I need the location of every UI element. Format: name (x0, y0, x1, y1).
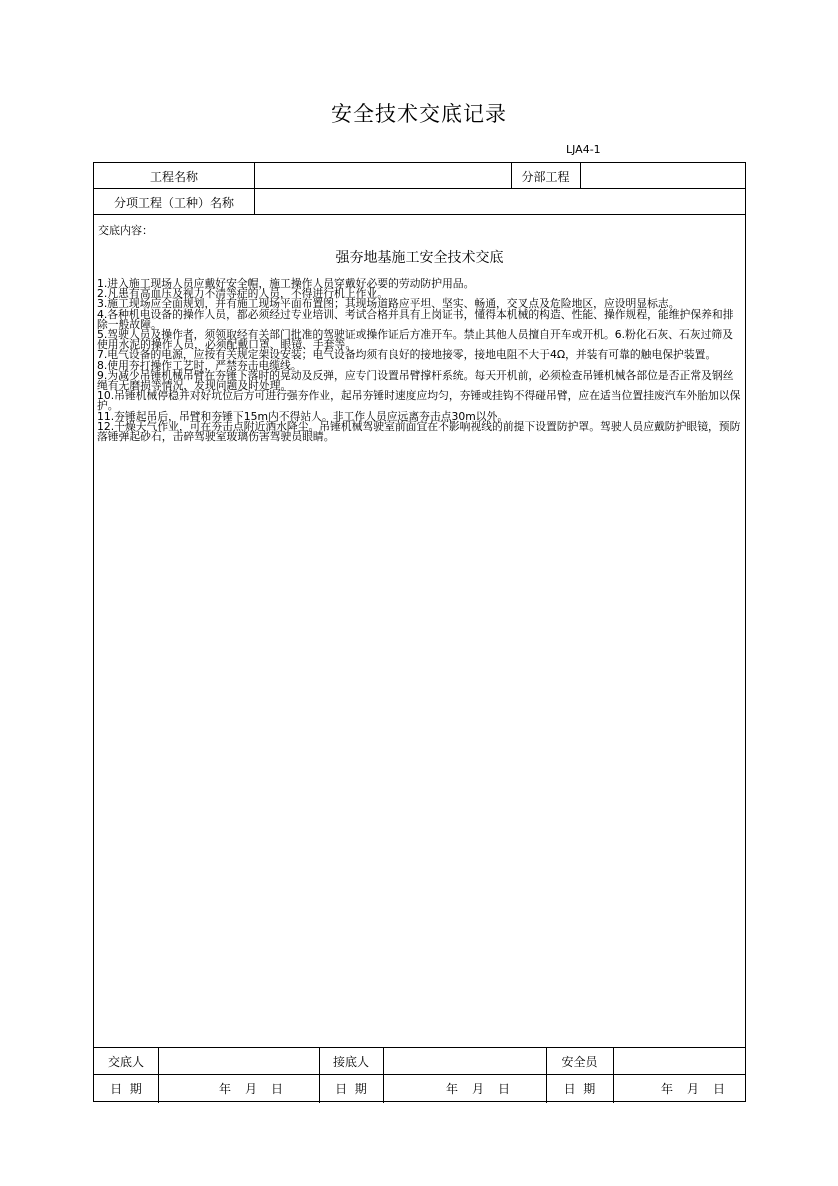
project-name-label: 工程名称 (149, 170, 198, 184)
list-item: 4.各种机电设备的操作人员，都必须经过专业培训、考试合格并具有上岗证书，懂得本机械的构造、性能、操作规程，能维护保养和排除一般故障。 (97, 307, 734, 331)
date-label: 日 期 (335, 1082, 367, 1096)
date-day: 日 (713, 1082, 726, 1096)
list-item: 7.电气设备的电源，应按有关规定架设安装；电气设备均须有良好的接地接零，接地电阻不大于4Ω，并装有可靠的触电保护装置。 (97, 348, 717, 362)
row-divider (94, 1047, 745, 1048)
list-item: 10.吊锤机械停稳并对好坑位后方可进行强夯作业，起吊夯锤时速度应均匀，夯锤或挂钩不得碰吊臂，应在适当位置挂废汽车外胎加以保护。 (97, 389, 741, 413)
date-day: 日 (498, 1082, 511, 1096)
list-item: 2.凡患有高血压及视力不清等症的人员，不得进行机上作业。 (97, 287, 389, 301)
safety-officer-label: 安全员 (561, 1055, 598, 1069)
list-item: 5.驾驶人员及操作者，须领取经有关部门批准的驾驶证或操作证后方准开车。禁止其他人员擅自开车或开机。6.粉化石灰、石灰过筛及使用水泥的操作人员，必须配戴口罩、眼镜、手套等。 (97, 328, 734, 352)
content-label: 交底内容： (98, 224, 153, 237)
content-subtitle: 强夯地基施工安全技术交底 (335, 250, 504, 266)
col-divider (580, 163, 581, 188)
date-day: 日 (271, 1082, 284, 1096)
date-label: 日 期 (563, 1082, 596, 1096)
form-code: LJA4-1 (566, 143, 601, 156)
receiver-label: 接底人 (332, 1055, 369, 1069)
date-year: 年 (661, 1082, 674, 1096)
list-item: 8.使用夯打操作工艺时，严禁夯击电缆线。 (97, 358, 302, 372)
date-year: 年 (219, 1082, 232, 1096)
row-divider (94, 188, 745, 189)
subitem-label: 分项工程（工种）名称 (113, 196, 234, 210)
disclosure-items (97, 279, 743, 442)
date-month: 月 (472, 1082, 485, 1096)
col-divider (254, 163, 255, 214)
date-label: 日 期 (110, 1082, 142, 1096)
discloser-label: 交底人 (107, 1055, 144, 1069)
list-item: 9.为减少吊锤机械吊臂在夯锤下落时的晃动及反弹，应专门设置吊臂撑杆系统。每天开机前，必须检查吊锤机械各部位是否正常及钢丝绳有无磨损等情况，发现问题及时处理。 (97, 368, 734, 393)
form-table (93, 162, 746, 1102)
date-month: 月 (245, 1082, 258, 1096)
row-divider (94, 214, 745, 215)
division-label: 分部工程 (521, 170, 570, 184)
list-item: 1.进入施工现场人员应戴好安全帽，施工操作人员穿戴好必要的劳动防护用品。 (97, 277, 475, 290)
row-divider (94, 1074, 745, 1075)
col-divider (383, 1047, 384, 1103)
date-year: 年 (446, 1082, 459, 1096)
date-month: 月 (687, 1082, 700, 1096)
col-divider (158, 1047, 159, 1103)
list-item: 11.夯锤起吊后，吊臂和夯锤下15m内不得站人。非工作人员应远离夯击点30m以外。 (97, 409, 509, 423)
col-divider (613, 1047, 614, 1103)
list-item: 12.干燥天气作业，可在夯击点附近洒水降尘。吊锤机械驾驶室前面宜在不影响视线的前提下设置防护罩。驾驶人员应戴防护眼镜，预防落锤弹起砂石，击碎驾驶室玻璃伤害驾驶员眼睛。 (97, 419, 741, 444)
list-item: 3.施工现场应全面规划，并有施工现场平面布置图；其现场道路应平坦、坚实、畅通，交叉点及危险地区，应设明显标志。 (97, 297, 680, 311)
document-title: 安全技术交底记录 (331, 102, 507, 126)
